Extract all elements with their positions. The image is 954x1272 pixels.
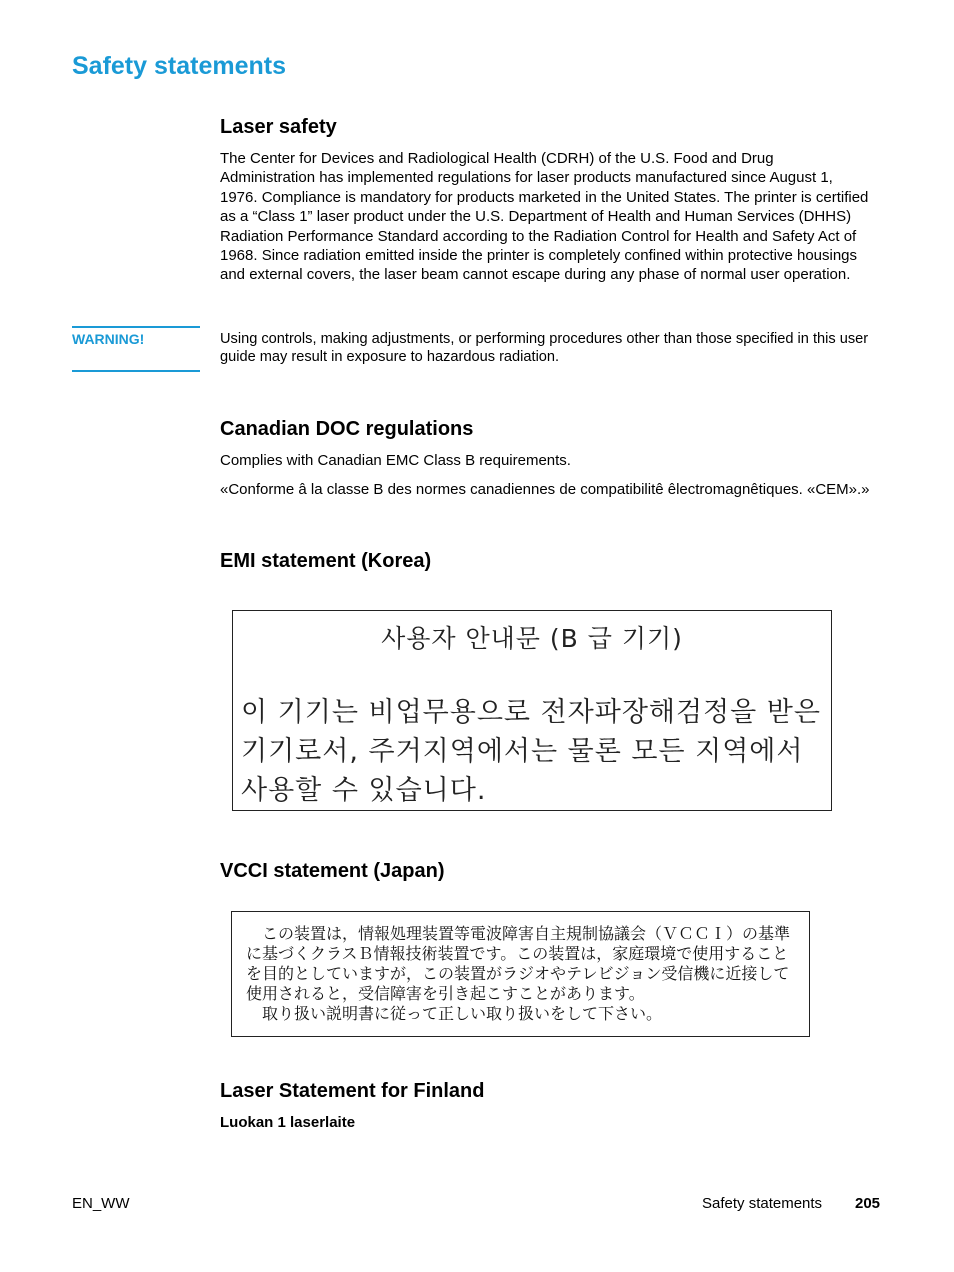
japan-heading: VCCI statement (Japan) — [220, 860, 445, 882]
korea-statement-box — [232, 610, 832, 811]
footer-section: Safety statements — [702, 1195, 823, 1212]
footer-left: EN_WW — [72, 1195, 130, 1212]
finland-heading: Laser Statement for Finland — [220, 1080, 485, 1102]
korea-box-title: 사용자 안내문 (B 급 기기) — [381, 624, 683, 653]
warning-text: Using controls, making adjustments, or performing procedures other than those specified in this user guide may result in exposure to hazardous radiation. — [220, 331, 869, 365]
korea-box-body — [241, 693, 821, 810]
canadian-line-2: «Conforme â la classe B des normes canadiennes de compatibilitê êlectromagnêtiques. «CEM».» — [220, 481, 870, 498]
korea-heading: EMI statement (Korea) — [220, 550, 432, 572]
japan-box-line: 取り扱い説明書に従って正しい取り扱いをして下さい。 — [246, 1004, 663, 1023]
japan-box-line: を目的としていますが，この装置がラジオやテレビジョン受信機に近接して — [246, 964, 790, 983]
laser-safety-heading: Laser safety — [220, 116, 337, 138]
warning-top-rule — [72, 326, 200, 328]
finland-subheading: Luokan 1 laserlaite — [220, 1114, 356, 1131]
korea-box-line: 기기로서, 주거지역에서는 물론 모든 지역에서 — [241, 736, 804, 767]
japan-box-line: この装置は，情報処理装置等電波障害自主規制協議会（ＶＣＣＩ）の基準 — [246, 924, 791, 943]
warning-label: WARNING! — [72, 331, 145, 347]
footer-page-number: 205 — [855, 1195, 881, 1212]
japan-box-body — [246, 924, 790, 1024]
canadian-heading: Canadian DOC regulations — [220, 418, 474, 440]
japan-statement-box — [231, 911, 810, 1037]
page-title: Safety statements — [72, 52, 286, 80]
japan-box-line: に基づくクラスＢ情報技術装置です。この装置は，家庭環境で使用すること — [246, 944, 789, 963]
canadian-line-1: Complies with Canadian EMC Class B requirements. — [220, 452, 571, 469]
warning-bottom-rule — [72, 370, 200, 372]
korea-box-line: 사용할 수 있습니다. — [241, 775, 487, 806]
laser-safety-body: The Center for Devices and Radiological Health (CDRH) of the U.S. Food and Drug Administration has implemented regulations for laser products manufactured since August 1, 1976. Compliance is mandatory for products marketed in the United States. The printer is certified as a “Class 1” laser product under the U.S. Department of Health and Human Services (DHHS) Radiation Performance Standard according to the Radiation Control for Health and Safety Act of 1968. Since radiation emitted inside the printer is completely confined within protective housings and external covers, the laser beam cannot escape during any phase of normal user operation. — [220, 150, 869, 284]
japan-box-line: 使用されると，受信障害を引き起こすことがあります。 — [246, 984, 645, 1003]
korea-box-line: 이 기기는 비업무용으로 전자파장해검정을 받은 — [241, 697, 821, 728]
